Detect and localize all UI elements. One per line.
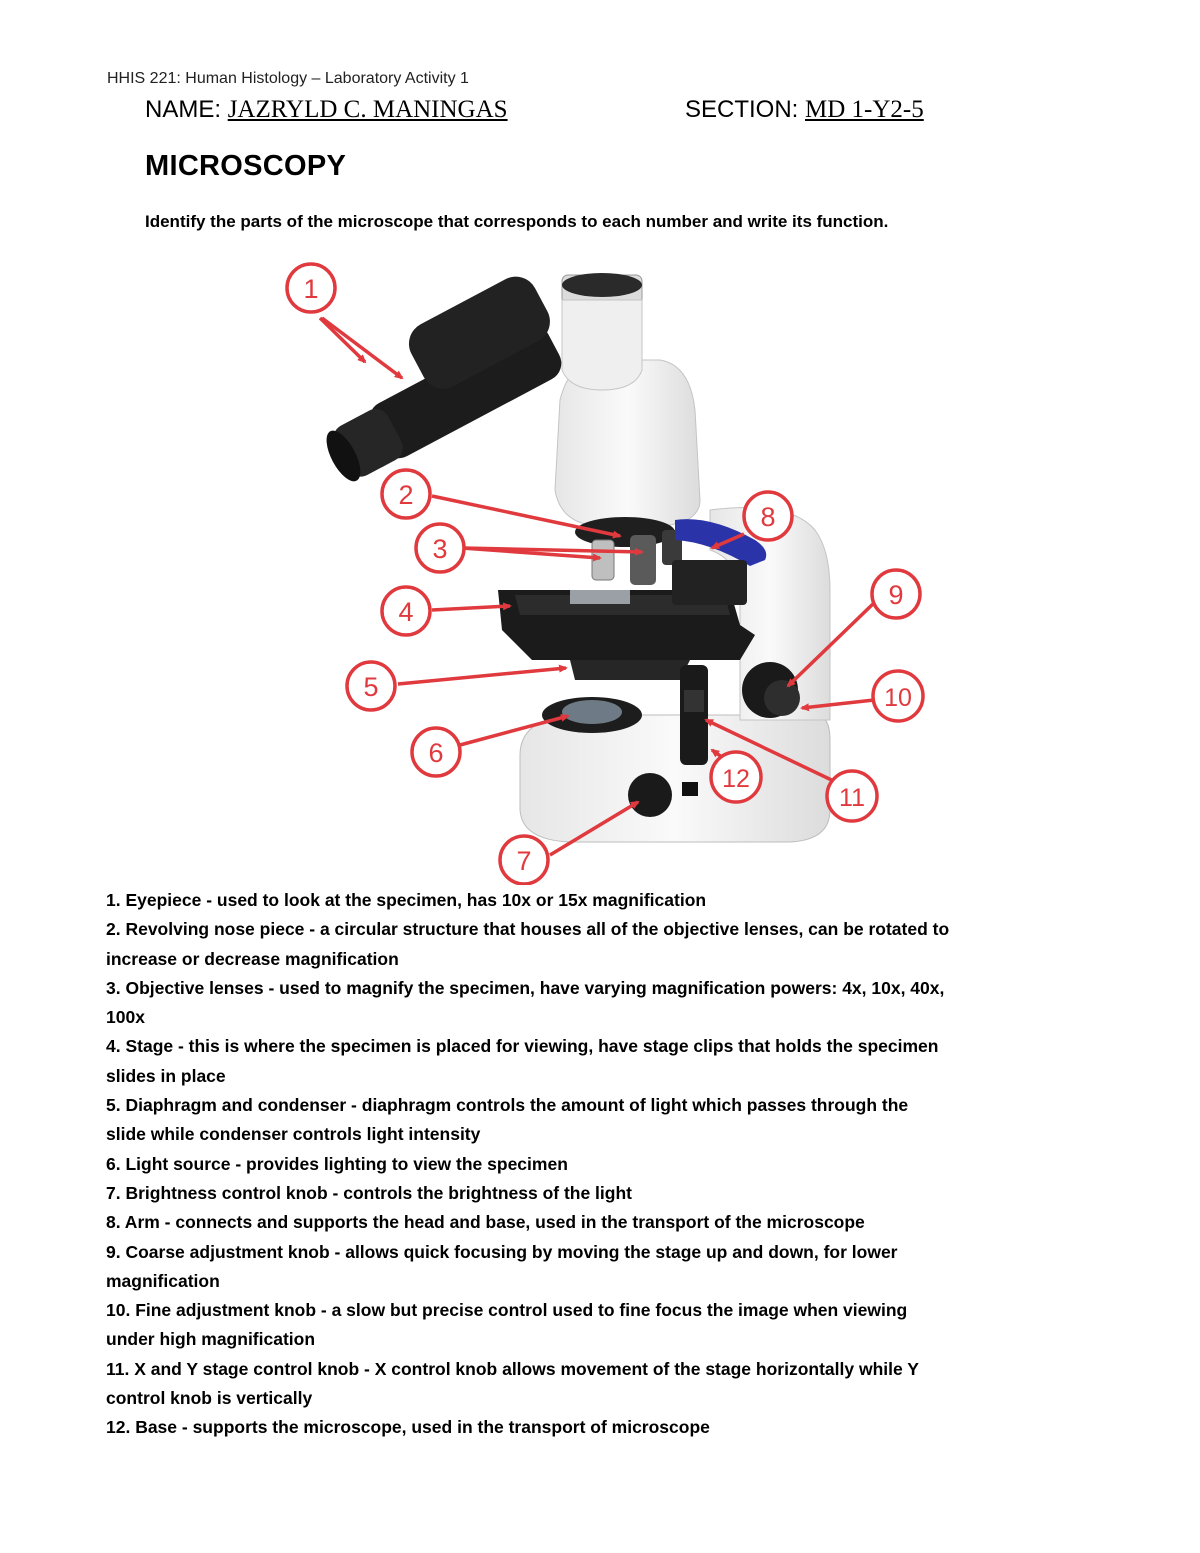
answer-line: slide while condenser controls light intensity [106, 1124, 481, 1145]
answer-line: 12. Base - supports the microscope, used in the transport of microscope [106, 1417, 710, 1438]
section-field [685, 96, 924, 124]
answer-line: 9. Coarse adjustment knob - allows quick focusing by moving the stage up and down, for lower [106, 1241, 898, 1262]
answer-line: 2. Revolving nose piece - a circular structure that houses all of the objective lenses, can be rotated to [106, 919, 950, 940]
student-info-row [145, 96, 1105, 132]
callout-label-3: 3 [432, 534, 448, 564]
callout-label-5: 5 [363, 672, 379, 702]
answer-line: 7. Brightness control knob - controls the brightness of the light [106, 1182, 632, 1203]
callout-label-9: 9 [888, 580, 904, 610]
callout-label-4: 4 [398, 597, 414, 627]
answer-line: 6. Light source - provides lighting to view the specimen [106, 1153, 568, 1174]
page-title: MICROSCOPY [145, 150, 347, 182]
name-field [145, 96, 508, 124]
answer-line: 100x [106, 1007, 145, 1028]
name-label: NAME: [145, 96, 222, 123]
answer-line: 3. Objective lenses - used to magnify the specimen, have varying magnification powers: 4x, 10x, 40x, [106, 977, 945, 998]
answer-line: control knob is vertically [106, 1388, 313, 1409]
answer-line: increase or decrease magnification [106, 948, 399, 969]
section-value: MD 1-Y2-5 [805, 96, 924, 123]
callout-label-7: 7 [516, 846, 532, 876]
instruction-text: Identify the parts of the microscope that corresponds to each number and write its function. [145, 212, 889, 231]
answer-line: under high magnification [106, 1329, 316, 1350]
callout-label-1: 1 [303, 274, 319, 304]
section-label: SECTION: [685, 96, 799, 123]
answer-line: slides in place [106, 1065, 226, 1086]
answer-line: 8. Arm - connects and supports the head and base, used in the transport of the microscope [106, 1212, 865, 1233]
microscope-diagram [270, 250, 950, 885]
answer-line: 5. Diaphragm and condenser - diaphragm controls the amount of light which passes through the [106, 1095, 909, 1116]
answer-list [106, 886, 1106, 1443]
answer-line: 1. Eyepiece - used to look at the specimen, has 10x or 15x magnification [106, 890, 707, 910]
callout-label-8: 8 [760, 502, 776, 532]
answer-line: 4. Stage - this is where the specimen is placed for viewing, have stage clips that holds the specimen [106, 1036, 939, 1057]
callout-label-2: 2 [398, 480, 414, 510]
name-value: JAZRYLD C. MANINGAS [227, 96, 508, 123]
answer-line: magnification [106, 1270, 220, 1291]
callout-label-10: 10 [884, 684, 912, 712]
callout-label-11: 11 [839, 784, 865, 812]
course-header: HHIS 221: Human Histology – Laboratory Activity 1 [107, 70, 469, 87]
answer-line: 11. X and Y stage control knob - X control knob allows movement of the stage horizontally while Y [106, 1358, 919, 1379]
callout-label-12: 12 [722, 765, 750, 793]
answer-line: 10. Fine adjustment knob - a slow but precise control used to fine focus the image when viewing [106, 1300, 908, 1321]
callout-label-6: 6 [428, 738, 444, 768]
